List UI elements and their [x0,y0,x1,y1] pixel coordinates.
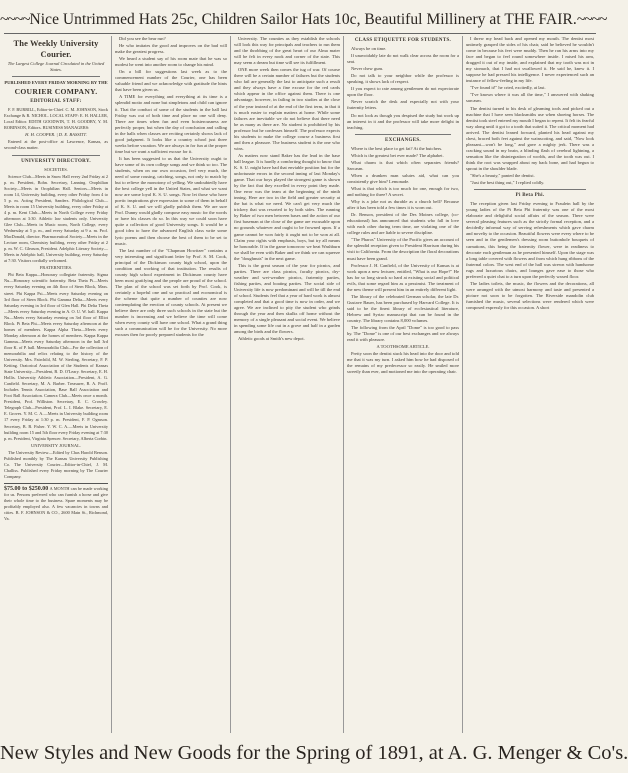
top-rule [4,33,596,34]
paragraph: If unavoidably late do not walk clear across the room for a seat. [347,53,459,65]
paragraph: Professor J. H. Canfield, of the University of Kansas is at work upon a new lecturer, entitled, "What is our Hope?" He has for so long struck so hard at existing social and political evils, that some regard him as a pessimist. The treatment of the new theme will present him in an entirely different light. [347,262,459,292]
divider [12,155,100,156]
masthead-subtitle: The Largest College Journal Circulated in the United States. [7,61,105,73]
paragraph: What charm is that which often separates friends? Sarcasm. [347,159,459,171]
column-rule [462,36,463,733]
advertisement [4,483,108,522]
societies-heading: SOCIETIES. [44,166,68,172]
paragraph: When a drunken man salutes aid, what can you consistently give him? Lemonade. [347,172,459,184]
paragraph: I threw my head back and opened my mouth. The dentist most untimely grasped the sides of his chair, said he believed he wouldn't come in because his feet were muddy. Then he ran his arms into my face and began to feel round somewhere inside. I mised his arm, dragged it out of my inside, and explained that my tooth was not in my stomach, that I had not swallowed it. He said he, knew it. I suppose he had pressed his intelligence. I never experienced such an instance of fellow-feeling in my life. [466,36,594,84]
paragraph: On a bill for suggestions last week as to the commencement number of the Courier, one has been valuable friend and we acknowledge with gratitude the hints that have been given us. [115,69,227,93]
paragraph: "The Pharos" University of the Pacific gives an account of the splendid reception given to President Harrison during his visit to California. From the description the floral decorations must have been grand. [347,237,460,261]
top-banner [0,8,607,32]
column-rule [343,36,344,733]
paragraph: Always be on time. [351,46,387,52]
toothsome-heading: A TOOTHSOME ARTICLE. [376,344,430,350]
paragraph: Athletic goods at Smith's new depot. [238,336,305,342]
bottom-banner: New Styles and New Goods for the Spring of 1891, at A. G. Menger & Co's. [0,742,628,764]
paragraph: We heard a student say of his room mate that he was so modest he went into another room to change his mind. [115,56,227,68]
column-masthead [4,36,108,733]
paragraph: Do not talk to your neighbor while the professor is speaking, it shows lack of respect. [347,73,459,85]
paragraph: Pretty soon the dentist stuck his head into the door and told me that it was my turn. I asked him how he had disposed of the remains of my predecessor so easily. He smiled more sweetly than ever, and motioned me into the operating chair. [347,351,459,375]
paragraph: ONE more week then comes the tug of war. Of course there will be a certain number of failures but the students who fail are generally the last to anticipate such a result and they always have a fine excuse for the red cards which appear in the office against them. There is one advantage, however, in failing in two studies at the close of the year instead of at the end of the first term, in that it is much easier to explain matters at home. While some failures are inevitable we do not believe that there need be as many as there are. No student is prohibited by his professor but he confesses himself. The professor expects his students to make the college course a business first and then a pleasure. The business student is the one who wins. [234,67,340,151]
paragraph: Never scratch the desk and especially not with your fraternity letters. [347,99,459,111]
paragraph: As matters now stand Baker has the lead in the base ball league. It is hardly a comforting thought to know that K. S. U. might have had that enviable position but for the unfortunate errors in the second inning of last Monday's game. That our boys played the strongest game is shown by the fact that they excelled in every point they made. One error was the team at the beginning of the ninth inning. Here are two in the field and greater security at the bat is what we need. We can't get very much the trickery that was resorted to by both sides. The running by Baker of two men between bases and the action of our first baseman at the close of the game are excusable upon no grounds whatever and ought to be frowned upon. If a game cannot be won fairly it ought not to be won at all. Claim your rights with emphasis, boys, but try all means be honorable. If in the game tomorrow we beat Washburn we shall be even with Baker and we think we can squeeze the "doughnuts" in the next game. [234,152,340,261]
banner-ornament-left: ~~~~ [0,11,30,28]
fraternities-heading: FRATERNITIES. [39,265,73,271]
paragraph: What is that which is too much for one, enough for two, and nothing for three? A secret. [347,185,459,198]
top-banner-text: Nice Untrimmed Hats 25c, Children Sailor Hats 10c, Beautiful Millinery at THE FAIR. [29,11,577,28]
paragraph: He who imitates the good and improves on the bad will make the greatest progress. [115,43,227,55]
paragraph: Do not look as though you despised the study but work up an interest in it and the professor will take more delight in teaching. [347,112,459,130]
paragraph: Did you see the bear run? [119,36,166,41]
paragraph: Which is the greatest bet ever made? The alphabet. [351,152,444,158]
staff-list: F. F. BURRILL, Editor-in-Chief. C. M. JOHNSON, Stock Exchange & R. NICHOL. LOCAL STAFF: E. H. HALLER, Local Editor. EDITH GOODWIN, T. H. GOODBY, Y. M. ROBINSON, Editors. BUSINESS MANAGERS: [4,107,108,131]
divider [12,76,100,77]
exchanges-heading: EXCHANGES. [385,137,421,143]
paragraph: The last number of the "Chapman Howitzer" contains a very interesting and significant letter by Prof. S. M. Cook, principal of the Dickinson county high school, upon the condition and working of that institution. The results of county high school experiment in Dickinson county have been most gratifying and the people are proud of the school. The plan of the school was set forth by Prof. Cook, is certainly a hopeful one and so practical and economical is the scheme that quite a number of counties are now contemplating the erection of county schools. At present we believe there are only three such schools in the state but the number is increasing and we believe the time will come when every county will have one school. What a grand thing such a communication will be for the University. No more excuses then for poorly prepared students for the [115,247,227,338]
pi-beta-phi-heading: Pi Beta Phi. [515,193,545,199]
paragraph: Never chew gum. [351,66,384,72]
paragraph: If you expect to rate among gentlemen do not expectorate upon the floor. [347,86,459,98]
paragraph: It has been suggested to us that the University ought to have some of its own college songs and we think so too. The students, when on our own occasion, feel very much, the need of some rousing, catching, songs, not only to match by but to relieve the monotony of yelling. We undoubtedly have the best college yell in the United States, and what we want now are some loyal K. S. U. songs. Now let those who have poetic inspirations give expression to some of them in behalf of K. S. U. and we will gladly publish them. We are sure Prof. Dunny would gladly compose easy music for the words or have his classes do so. In this way we could soon have quite a collection of good University songs. It would be a good idea to have the advanced English class write some lyric poems and then choose the best of them to be set to music. [115,155,227,246]
column-society [466,36,594,733]
ad-text: A MONTH can be made working for us. Persons preferred who can furnish a horse and give their whole time to the business. Spare moments may be profitably employed also. A few vacancies in towns and cities. B. F. JOHNSON & CO., 2600 Main St., Richmond, Va. [4,485,109,522]
journal-heading: UNIVERSITY JOURNAL. [30,442,82,448]
masthead-title: The Weekly University Courier. [13,38,99,59]
paragraph: University. The counties as they establish the schools will look this way for principals and teachers to run them and the throbbing of the great heart of our Alma mater will be felt in every nook and corner of the state. This may seem a dream but time will see its fulfillment. [234,36,340,66]
paragraph: The following from the April "Dome" is too good to pass by. The "Dome" is one of our best exchanges and we always read it with pleasure. [347,325,459,343]
paragraph: Dr. Benson, president of the Des Moines college, (co-educational) has announced that students who fall in love with each other during term time, are violating one of the college rules and are liable to severe discipline. [347,212,459,236]
paragraph: A TIME for everything and everything at its time is a splendid motto and none but simpletons and child can ignore it. That the conduct of some of the students in the hall last Friday was out of both time and place no one will deny. There are times when fun and even boisterousness are perfectly proper, but when the day of conclusion and calling in the halls when classes are reciting certainly shows lack of good judgment. It looks like a country school just three weeks before vacation. We are always in for fun at the proper time but we want a sufficient excuse for it. [115,94,227,154]
paragraph: Where is the best place to get fat? At the butchers. [351,145,443,151]
publisher-name: COURIER COMPANY. [14,87,98,97]
column-rule [230,36,231,733]
fraternities-text: Phi Beta Kappa—Honorary collegiate fraternity. Sigma Nu—Honorary scientific fraternity. Beta Theta Pi—Meets every Saturday evening on 4th floor of Stern Block, Mass. street. Phi Kappa Psi—Meets every Saturday evening on 3rd floor of Stern Block. Phi Gamma Delta—Meets every Saturday evening in 3rd floor of Glen Hall. Phi Delta Theta—Meets every Saturday evening in A. O. U. W. hall. Kappa Nu—Meets every Saturday evening on 3rd floor of Elliot Block. Pi Beta Phi—Meets every Saturday afternoon at the homes of members. Kappa Alpha Theta—Meets every Monday afternoon at the homes of members. Kappa Kappa Gamma—Meets every Saturday afternoon in the hall 3rd floor K. of P. hall. Memorabilia Club—For the collection of memorabilia and relics relating to the history of the University. Mrs. Fairchild, M. W. Sterling, Secretary, F. P. Ketting. Oratorical Association of the Students of Kansas State University—President, B. D. O'Leary. Secretary, E. H. Hollis. University Athletic Association—President, A. G. Canfield. Secretary, M. A. Barber. Treasurer, B. A. Proff. Includes Tennis Association, Base Ball Association and Foot Ball Association. Camera Club—Meets once a month. President, Prof. Williston. Secretary, E. C. Crowley. Telegraph Club—President, Prof. L. I. Blake. Secretary, E. E. Groves. Y. M. C. A.—Meets in University building room 17 every Friday at 1:30 p. m. President, F. P. Ogmson. Secretary, B. B. Fisher. Y. W. C. A.—Meets in University building room 15 and 5th floor every Friday evening at 7:30 p. m. President, Virginia Spencer. Secretary, Alberta Corbin. [4,272,108,441]
paragraph: This is the great season of the year for picnics, and parties. There are class picnics, faculty picnics, dry-weather and wet-weather picnics, fraternity parties, fishing parties, and boating parties. The social side of University life is now predominant and will be till the end of school. Students feel that a year of hard work is almost completed and that a good time is now in order, and we agree. We are inclined to pity the student who grinds through the year and then skulks off home without the memory of a single pleasant and social event. We believe in spending some life out in a grove and half in a garden among the birds and the flowers. [234,262,340,335]
entered-notice: Entered at the post-office at Lawrence, Kansas, as second-class matter. [4,139,108,151]
column-editorials [115,36,227,733]
divider [474,189,586,190]
paragraph: The reception given last Friday evening to Fraulein hall by the young ladies of the Pi Beta Phi fraternity was one of the most elaborate and delightful social affairs of the season. There were several pleasing features such as the strictly formal reception, and a decidedly informal way of serving refreshments which gave charm and novelty to the occasion. Beautiful flowers were every where to be seen and in the gentlemen's dressing room buttonhole bouquets of carnations, this being the fraternity flower, were in readiness to decorate each gentleman as he presented himself. Upon the stage was a long table covered with flowers and from which hung ribbons of the fraternal colors. The west end of the hall was strewn with handsome rugs and luxurious chairs, and lounges gave ease to those who preferred a quiet chat to a turn upon the perfectly waxed floor. [466,201,594,279]
paragraph: Why is a joke not as durable as a church bell? Because after it has been told a few times it is worn out. [347,199,459,211]
staff-heading: EDITORIAL STAFF: [30,99,82,105]
paragraph: "Just the best thing out," I replied coldly. [470,180,545,186]
ad-price: $75.00 to $250.00 [4,485,49,492]
publish-line: PUBLISHED EVERY FRIDAY MORNING BY THE [4,80,108,86]
etiquette-heading: CLASS ETIQUETTE FOR STUDENTS. [354,38,452,43]
column-editorials-2 [234,36,340,733]
paragraph: "I've known where it was all the time," I answered with shaking sarcasm. [466,92,594,104]
directory-heading: UNIVERSITY DIRECTORY. [21,158,91,164]
journal-text: The University Review—Edited by Chas Harold Benson. Published monthly by The Kansas University Publishing Co. The University Courier—Editor-in-Chief, J. M. Challiss. Published every Friday morning by The Courier Company. [4,449,108,479]
paragraph: The ladies toilets, the music, the flowers and the decorations, all were arranged with the utmost harmony and taste and presented a picture not soon to be forgotten. The Riverside mandolin club furnished the music, several selections were rendered which were composed expressly for this occasion. A short [466,280,594,310]
paragraph: The dentist turned to his desk of gleaming tools and picked out a machine that I have seen blacksmiths use when shoeing horses. The dentist took steel entered my mouth I began to repent. It felt its fearful way along until it got to a tooth that suited it. The critical moment had arrived. The dentist leaned forward, planted his head against my chest, braced both feet against the wainscoting, and said, "Now look pleasant—won't be long," and gave a mighty jerk. There was a cracking sound in my brain, a blinding flash of cerebral lightning, a sensation like the disintegration of worlds, and the tooth was out. I think the root was wrapped about my back bone, and had begun to sprout in the shoulder blade. [466,105,594,171]
directory-text: Science Club—Meets in Snow Hall every 2nd Friday at 2 p. m. President, Bohn. Secretary, Lanning. Orophilian Society—Meets in Orophilian Hall. Seniors—Meets in room 14, University building, every other Friday from 4 to 5 p. m. Acting President, Sanders. Philological Club—Meets in room 15 University building, every other Friday at 4 p. m. Kent Club—Meets in North College every Friday afternoon at 3:30. Athletic law students only. University Glee Club—Meets in Music room, North College, every Wednesday at 5 p. m., and every Saturday at 9 a. m. Prof. MacDonald, director. Pharmaceutical Society—Meets in the Lecture room, Chemistry building, every other Friday at 2 p. m. W. C. Gleason, President. Adelphic Literary Society—Meets in Adelphic hall, University building, every Saturday at 7:30. Visitors cordially welcomed. [4,173,108,264]
business-managers: H. H. COOPER. | D. E. BASSITT. [25,132,87,138]
banner-ornament-right: ~~~~ [576,11,607,28]
paragraph: "She's a beauty," panted the dentist. [470,173,535,179]
column-etiquette [347,36,459,733]
column-rule [111,36,112,733]
divider [355,134,451,135]
paragraph: "I've found it!" he cried, excitedly, at last. [470,85,546,91]
paragraph: The library of the celebrated German scholar, the late Dr. Gustave Bauer, has been purchased by Harvard College. It is said to be the finest library of ecclesiastical literature, Hebrew and Syriac manuscript that can be found in the country. The library contains 8,000 volumes. [347,293,459,323]
